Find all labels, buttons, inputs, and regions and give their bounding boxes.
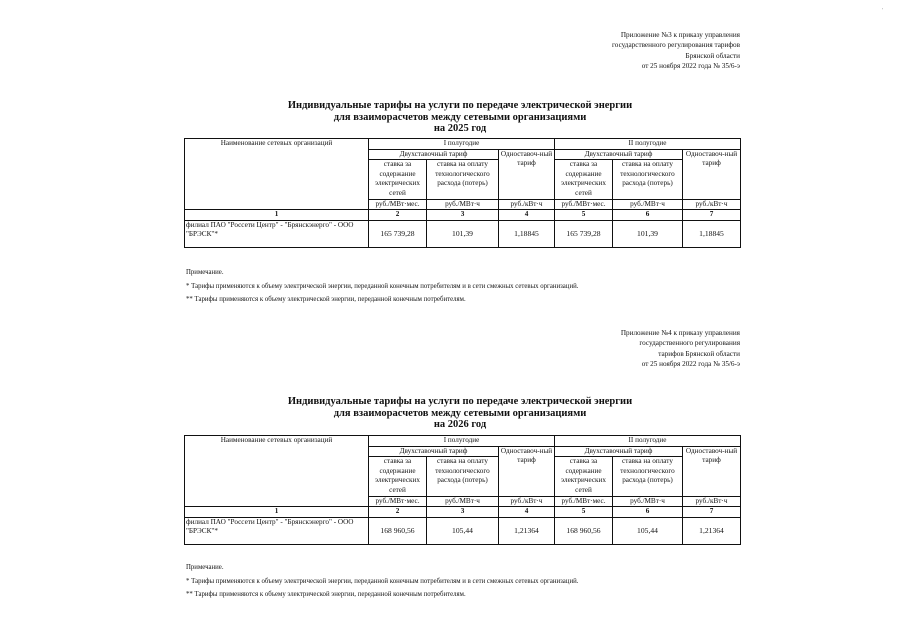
appendix-header bbox=[612, 30, 740, 72]
half1-header: I полугодие bbox=[369, 436, 555, 447]
rate-maintenance-header: ставка за содержание электрических сетей bbox=[369, 160, 427, 199]
tariff-table bbox=[184, 138, 741, 248]
tariff-value: 1,18845 bbox=[683, 220, 741, 247]
column-number: 6 bbox=[613, 507, 683, 518]
unit-cell: руб./МВт·мес. bbox=[369, 199, 427, 210]
unit-cell: руб./МВт·ч bbox=[613, 496, 683, 507]
column-number: 3 bbox=[427, 507, 499, 518]
column-number: 4 bbox=[499, 507, 555, 518]
column-number: 1 bbox=[185, 507, 369, 518]
tariff-value: 165 739,28 bbox=[369, 220, 427, 247]
half2-header: II полугодие bbox=[555, 436, 741, 447]
note-heading: Примечание. bbox=[186, 269, 224, 276]
rate-losses-header: ставка на оплату технологического расхода (потерь) bbox=[427, 457, 499, 496]
note-line: ** Тарифы применяются к объему электрической энергии, переданной конечным потребителям. bbox=[186, 591, 466, 599]
tariff-value: 1,21364 bbox=[499, 517, 555, 544]
unit-cell: руб./МВт·мес. bbox=[555, 199, 613, 210]
unit-cell: руб./кВт·ч bbox=[683, 199, 741, 210]
title-line: для взаиморасчетов между сетевыми организациями bbox=[333, 111, 587, 123]
one-part-tariff-header: Одноставоч-ный тариф bbox=[683, 149, 741, 199]
column-number: 2 bbox=[369, 507, 427, 518]
column-number: 3 bbox=[427, 210, 499, 221]
tariff-table bbox=[184, 435, 741, 545]
unit-cell: руб./МВт·ч bbox=[613, 199, 683, 210]
column-number: 6 bbox=[613, 210, 683, 221]
appendix-line: государственного регулирования bbox=[639, 339, 740, 348]
corner-mark: ' bbox=[881, 8, 883, 14]
rate-losses-header: ставка на оплату технологического расхода (потерь) bbox=[613, 160, 683, 199]
document-title bbox=[180, 396, 740, 431]
tariff-value: 105,44 bbox=[613, 517, 683, 544]
one-part-tariff-header: Одноставоч-ный тариф bbox=[499, 446, 555, 496]
title-line: для взаиморасчетов между сетевыми организациями bbox=[333, 407, 587, 419]
unit-cell: руб./кВт·ч bbox=[499, 496, 555, 507]
column-number: 1 bbox=[185, 210, 369, 221]
unit-cell: руб./МВт·мес. bbox=[555, 496, 613, 507]
table-row bbox=[185, 517, 741, 544]
rate-losses-header: ставка на оплату технологического расхода (потерь) bbox=[427, 160, 499, 199]
appendix-line: Приложение №3 к приказу управления bbox=[620, 31, 740, 39]
two-part-tariff-header: Двухставочный тариф bbox=[369, 446, 499, 457]
org-column-header: Наименование сетевых организаций bbox=[185, 436, 369, 507]
appendix-header bbox=[621, 328, 740, 370]
two-part-tariff-header: Двухставочный тариф bbox=[555, 149, 683, 160]
rate-maintenance-header: ставка за содержание электрических сетей bbox=[555, 160, 613, 199]
column-number: 4 bbox=[499, 210, 555, 221]
appendix-line: от 25 ноября 2022 года № 35/6-э bbox=[641, 62, 740, 71]
unit-cell: руб./кВт·ч bbox=[499, 199, 555, 210]
unit-cell: руб./МВт·мес. bbox=[369, 496, 427, 507]
note-line: * Тарифы применяются к объему электрической энергии, переданной конечным потребителям и в сети смежных сетевых организаций. bbox=[186, 282, 579, 290]
tariff-value: 168 960,56 bbox=[369, 517, 427, 544]
rate-losses-header: ставка на оплату технологического расхода (потерь) bbox=[613, 457, 683, 496]
appendix-line: тарифов Брянской области bbox=[658, 349, 740, 358]
tariff-value: 165 739,28 bbox=[555, 220, 613, 247]
note-heading: Примечание. bbox=[186, 564, 224, 571]
appendix-line: Приложение №4 к приказу управления bbox=[620, 329, 740, 337]
title-line: Индивидуальные тарифы на услуги по передаче электрической энергии bbox=[287, 396, 633, 407]
appendix-line: Брянской области bbox=[685, 51, 740, 60]
unit-cell: руб./МВт·ч bbox=[427, 199, 499, 210]
half1-header: I полугодие bbox=[369, 139, 555, 150]
notes bbox=[186, 266, 578, 307]
notes bbox=[186, 561, 578, 602]
column-number: 5 bbox=[555, 507, 613, 518]
tariff-value: 168 960,56 bbox=[555, 517, 613, 544]
title-line: Индивидуальные тарифы на услуги по передаче электрической энергии bbox=[287, 100, 633, 111]
rate-maintenance-header: ставка за содержание электрических сетей bbox=[555, 457, 613, 496]
column-number: 5 bbox=[555, 210, 613, 221]
appendix-line: государственного регулирования тарифов bbox=[612, 41, 740, 50]
organization-name: филиал ПАО "Россети Центр" - "Брянскэнерго" - ООО "БРЭСК"* bbox=[185, 220, 369, 247]
document-title bbox=[180, 100, 740, 135]
half2-header: II полугодие bbox=[555, 139, 741, 150]
two-part-tariff-header: Двухставочный тариф bbox=[369, 149, 499, 160]
one-part-tariff-header: Одноставоч-ный тариф bbox=[683, 446, 741, 496]
column-number: 2 bbox=[369, 210, 427, 221]
unit-cell: руб./кВт·ч bbox=[683, 496, 741, 507]
rate-maintenance-header: ставка за содержание электрических сетей bbox=[369, 457, 427, 496]
tariff-value: 105,44 bbox=[427, 517, 499, 544]
tariff-value: 101,39 bbox=[613, 220, 683, 247]
table-row bbox=[185, 220, 741, 247]
column-number: 7 bbox=[683, 210, 741, 221]
column-number: 7 bbox=[683, 507, 741, 518]
tariff-value: 101,39 bbox=[427, 220, 499, 247]
organization-name: филиал ПАО "Россети Центр" - "Брянскэнерго" - ООО "БРЭСК"* bbox=[185, 517, 369, 544]
tariff-value: 1,18845 bbox=[499, 220, 555, 247]
appendix-line: от 25 ноября 2022 года № 35/6-э bbox=[641, 360, 740, 369]
tariff-value: 1,21364 bbox=[683, 517, 741, 544]
title-line: на 2025 год bbox=[433, 123, 487, 134]
note-line: ** Тарифы применяются к объему электрической энергии, переданной конечным потребителям. bbox=[186, 296, 466, 304]
title-line: на 2026 год bbox=[433, 419, 487, 430]
org-column-header: Наименование сетевых организаций bbox=[185, 139, 369, 210]
unit-cell: руб./МВт·ч bbox=[427, 496, 499, 507]
note-line: * Тарифы применяются к объему электрической энергии, переданной конечным потребителям и в сети смежных сетевых организаций. bbox=[186, 577, 579, 585]
one-part-tariff-header: Одноставоч-ный тариф bbox=[499, 149, 555, 199]
two-part-tariff-header: Двухставочный тариф bbox=[555, 446, 683, 457]
